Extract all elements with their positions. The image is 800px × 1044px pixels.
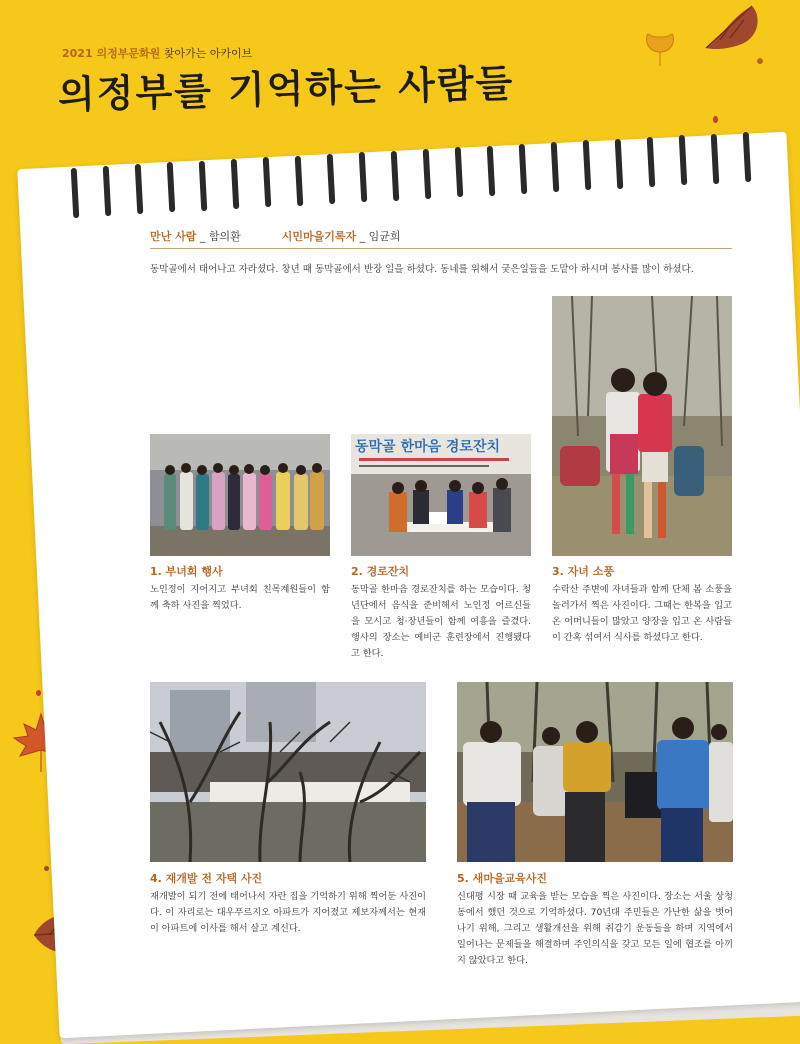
photo-elder-feast [351, 434, 531, 556]
photo-3-caption: 수락산 주변에 자녀들과 함께 단체 봄 소풍을 놀러가서 찍은 사진이다. 그때는 한복을 입고 온 어머니들이 많았고 양장을 입고 온 사람들이 간혹 섞여서 식사를 하셨다고 한다. [552, 584, 732, 643]
recorder-name: _ 임균희 [359, 230, 401, 243]
divider [150, 248, 732, 249]
photo-5-caption: 신대평 시장 때 교육을 받는 모습을 찍은 사진이다. 장소는 서울 상청동에서 했던 것으로 기억하셨다. 70년대 주민들은 가난한 삶을 벗어나기 위해, 그리고 생활개선을 위해 취감기 운동들을 하며 지역에서 일어나는 문제들을 해결하며 주인의식을 갖고 모든 일에 협조를 아끼지 않았다고 한다. [457, 891, 733, 966]
interviewee-label: 만난 사람 [150, 230, 197, 243]
photo-4-caption: 재개발이 되기 전에 태어나서 자란 집을 기억하기 위해 찍어둔 사진이다. 이 자리로는 대우푸르지오 아파트가 지어졌고 제보자께서는 현재 이 아파트에 이사를 해서 살고 계신다. [150, 891, 426, 934]
intro-text: 동막골에서 태어나고 자라셨다. 창년 때 동막골에서 반장 일을 하셨다. 동네를 위해서 궂은일들을 도맡아 하시며 봉사를 많이 하셨다. [150, 264, 694, 275]
photo-4-title: 4. 재개발 전 자택 사진 [150, 872, 263, 885]
page-title: 의정부를 기억하는 사람들 [57, 60, 515, 117]
photo-1-title: 1. 부녀회 행사 [150, 565, 223, 578]
recorder-label: 시민마을기록자 [281, 230, 357, 243]
photo-1-caption: 노인정이 지어지고 부녀회 친목계원들이 함께 축하 사진을 찍었다. [150, 584, 330, 611]
kicker-brand: 2021 의정부문화원 [62, 47, 161, 60]
kicker-rest: 찾아가는 아카이브 [163, 47, 253, 60]
feast-banner-text: 동막골 한마음 경로잔치 [355, 439, 500, 455]
interviewee-name: _ 함의환 [199, 230, 241, 243]
photo-3-title: 3. 자녀 소풍 [552, 565, 614, 578]
photo-children-picnic [552, 296, 732, 556]
photo-saemaul-education [457, 682, 733, 862]
photo-2-caption: 동막골 한마음 경로잔치를 하는 모습이다. 청년단에서 음식을 준비해서 노인정 어르신들을 모시고 청·장년들이 함께 여흥을 즐겼다. 행사의 장소는 예비군 훈련장에서 진행됐다고 한다. [351, 584, 531, 659]
interview-meta [150, 228, 400, 244]
photo-women-association [150, 434, 330, 556]
photo-5-title: 5. 새마을교육사진 [457, 872, 548, 885]
photo-old-house [150, 682, 426, 862]
photo-2-title: 2. 경로잔치 [351, 565, 410, 578]
